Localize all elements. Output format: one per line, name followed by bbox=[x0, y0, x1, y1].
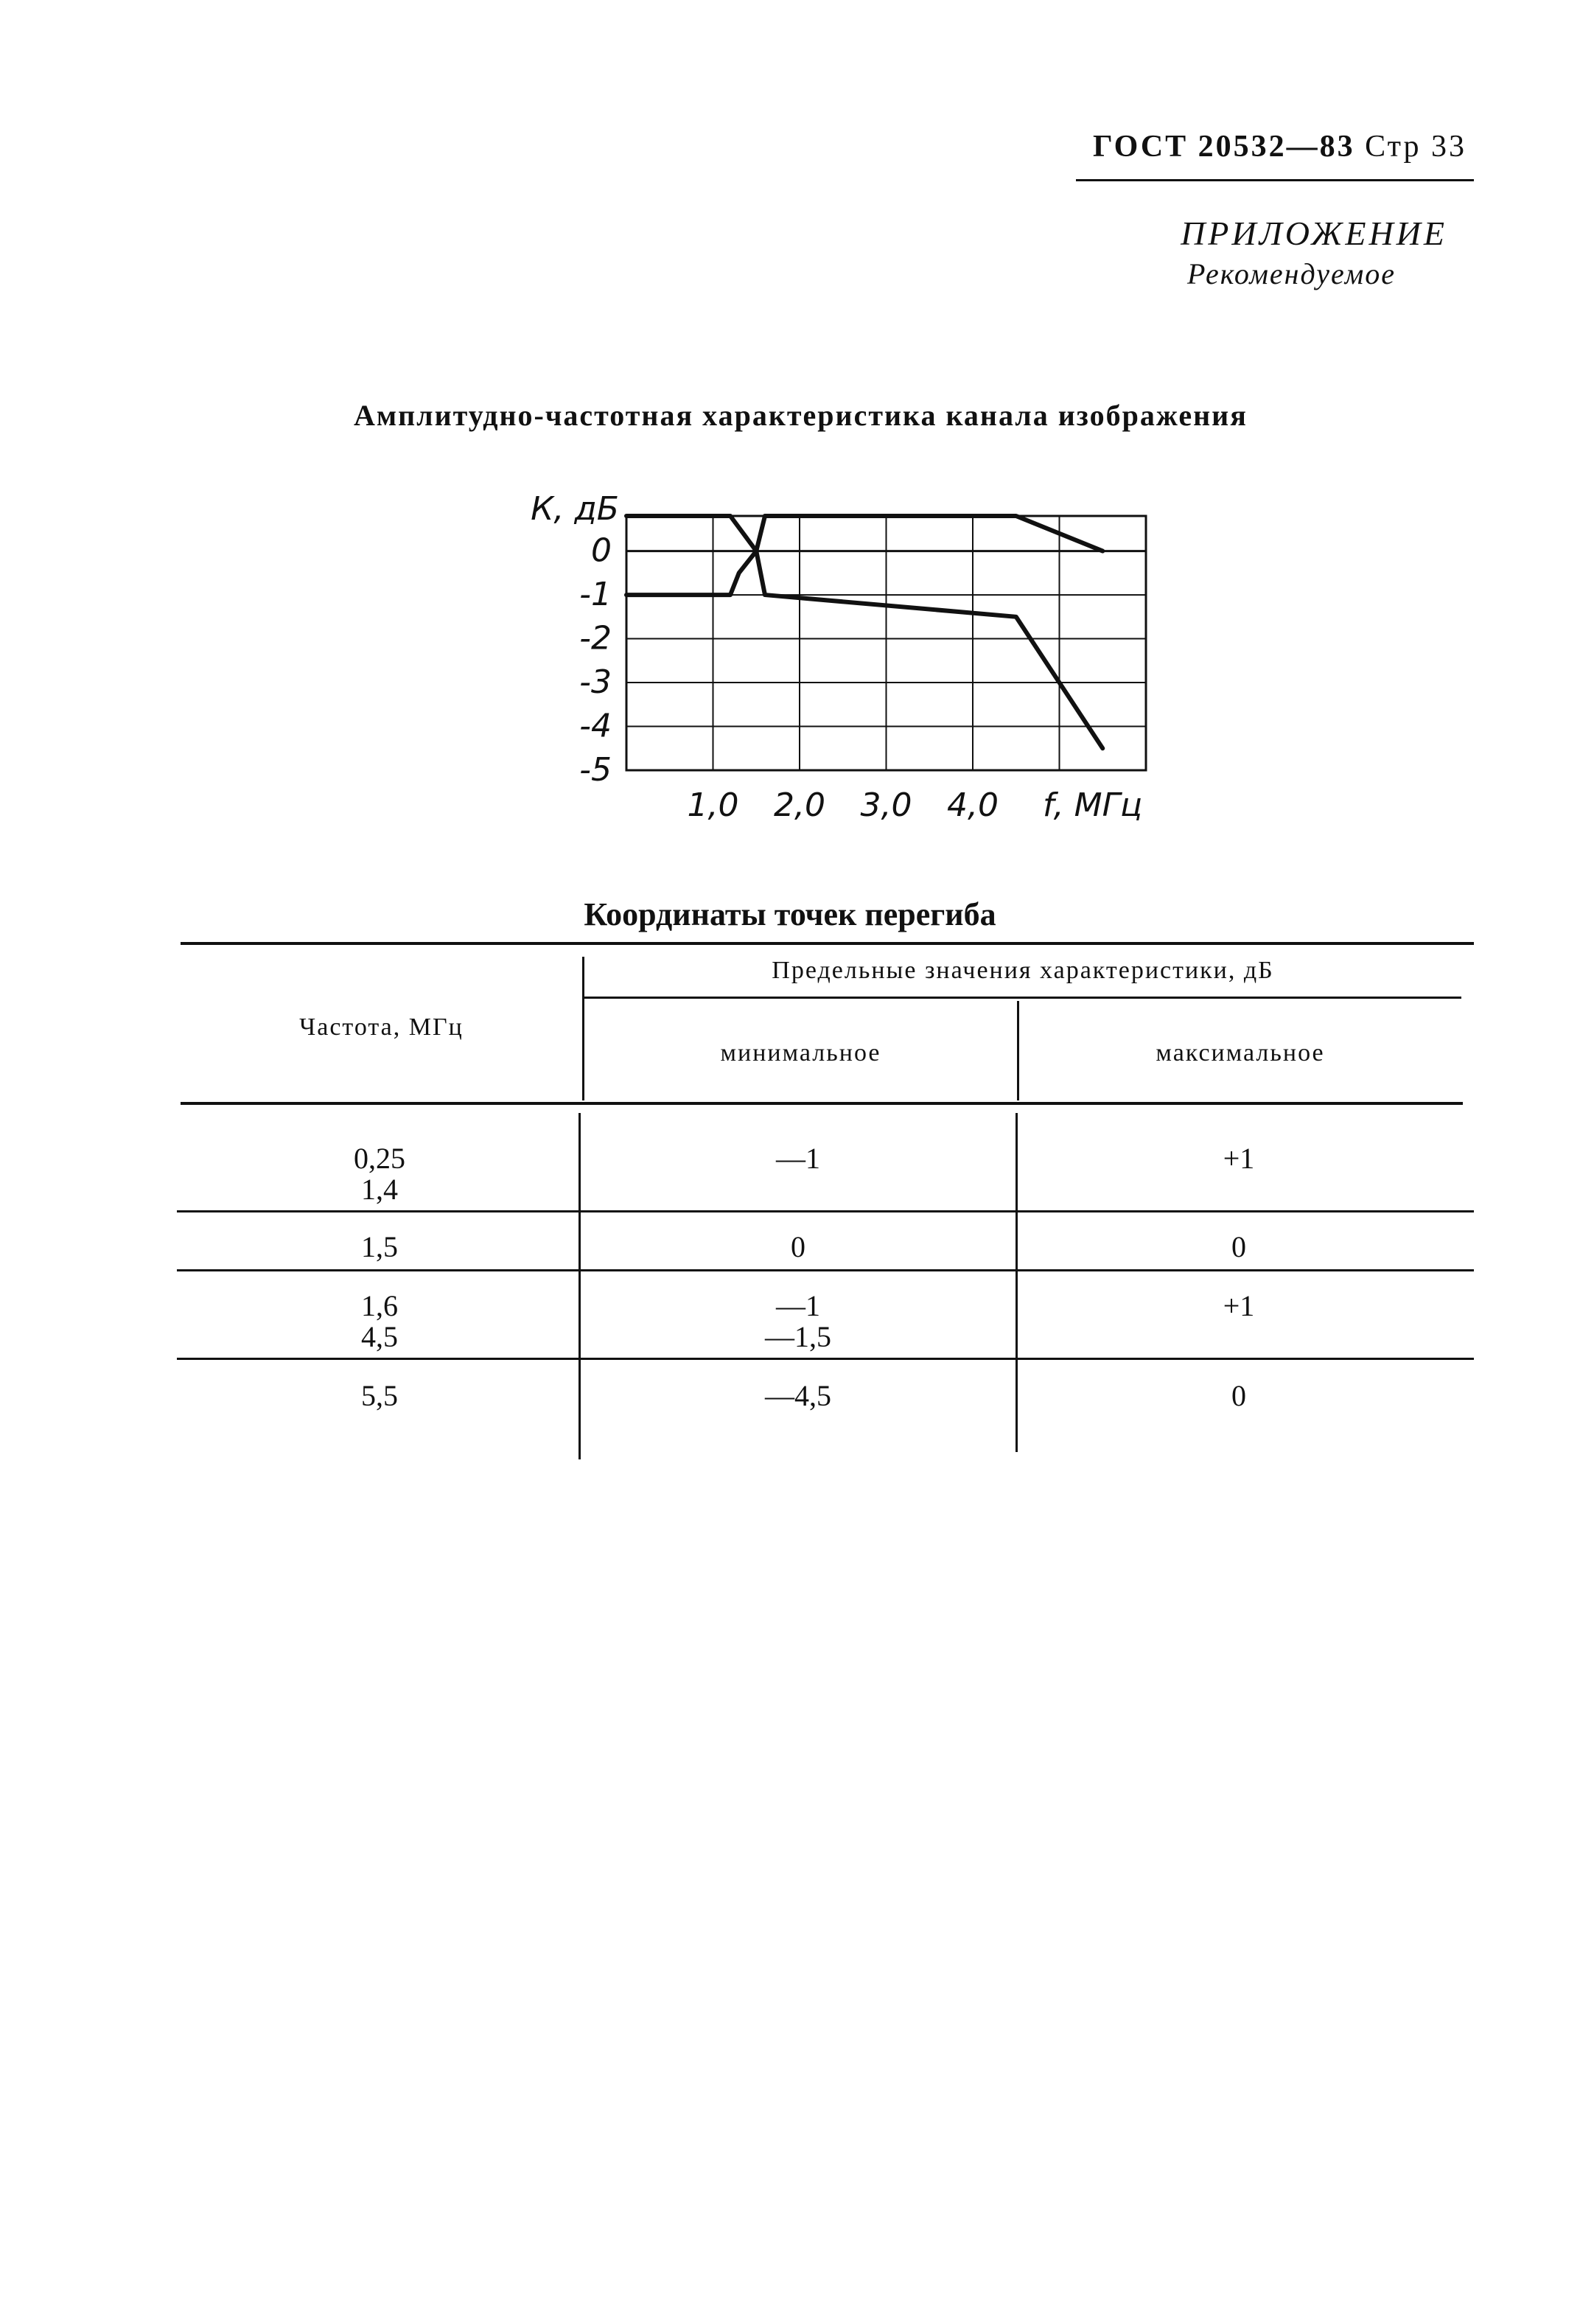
frequency-response-chart bbox=[516, 479, 1179, 848]
series-line-1 bbox=[626, 551, 1102, 749]
x-tick-label: 1,0 bbox=[687, 786, 739, 824]
body-vertical-divider-1 bbox=[578, 1113, 581, 1459]
row4-frequency: 5,5 bbox=[361, 1379, 398, 1412]
row3-min-2: —1,5 bbox=[765, 1320, 831, 1353]
row3-min-1: —1 bbox=[776, 1289, 820, 1322]
body-vertical-divider-2 bbox=[1016, 1113, 1018, 1452]
y-axis-label: К, дБ bbox=[531, 490, 619, 528]
row-rule-1 bbox=[177, 1210, 1474, 1212]
row1-min: —1 bbox=[776, 1142, 820, 1175]
page-header bbox=[1076, 129, 1474, 185]
column-header-limits: Предельные значения характеристики, дБ bbox=[772, 957, 1274, 984]
row1-frequency-2: 1,4 bbox=[361, 1173, 398, 1206]
x-axis-label: f, МГц bbox=[1042, 786, 1143, 824]
header-text bbox=[1093, 129, 1467, 164]
subheader-vertical-divider bbox=[1017, 1001, 1019, 1100]
page-label: Стр bbox=[1365, 130, 1422, 164]
row3-max: +1 bbox=[1223, 1289, 1255, 1322]
table-top-rule bbox=[181, 942, 1474, 945]
row4-max: 0 bbox=[1231, 1379, 1246, 1412]
row2-frequency: 1,5 bbox=[361, 1230, 398, 1263]
row-rule-2 bbox=[177, 1269, 1474, 1271]
header-vertical-divider bbox=[582, 957, 584, 1100]
y-tick-label: -3 bbox=[579, 663, 612, 702]
y-tick-label: 0 bbox=[591, 531, 612, 570]
table-title: Координаты точек перегиба bbox=[584, 896, 996, 932]
group-header-rule bbox=[584, 997, 1461, 999]
header-bottom-rule bbox=[181, 1102, 1463, 1105]
row1-max: +1 bbox=[1223, 1142, 1255, 1175]
row3-frequency-2: 4,5 bbox=[361, 1320, 398, 1353]
x-tick-label: 3,0 bbox=[860, 786, 912, 824]
header-rule bbox=[1076, 179, 1474, 181]
x-tick-label: 2,0 bbox=[774, 786, 825, 824]
y-tick-label: -1 bbox=[579, 576, 612, 614]
standard-number: ГОСТ 20532—83 bbox=[1092, 130, 1355, 164]
column-header-min: минимальное bbox=[720, 1039, 881, 1067]
appendix-status: Рекомендуемое bbox=[1186, 257, 1396, 290]
y-tick-label: -2 bbox=[579, 619, 612, 657]
y-tick-label: -4 bbox=[579, 707, 612, 745]
row4-min: —4,5 bbox=[765, 1379, 831, 1412]
series-line-2 bbox=[626, 516, 1102, 551]
chart-title: Амплитудно-частотная характеристика канала изображения bbox=[354, 399, 1248, 432]
page-number: 33 bbox=[1431, 130, 1467, 164]
x-tick-label: 4,0 bbox=[947, 786, 999, 824]
row3-frequency-1: 1,6 bbox=[361, 1289, 398, 1322]
column-header-frequency: Частота, МГц bbox=[299, 1013, 464, 1041]
row2-max: 0 bbox=[1231, 1230, 1246, 1263]
row2-min: 0 bbox=[791, 1230, 805, 1263]
y-tick-label: -5 bbox=[579, 751, 612, 789]
row-rule-3 bbox=[177, 1358, 1474, 1360]
column-header-max: максимальное bbox=[1156, 1039, 1325, 1067]
appendix-title: ПРИЛОЖЕНИЕ bbox=[1181, 214, 1447, 252]
row1-frequency-1: 0,25 bbox=[354, 1142, 405, 1175]
